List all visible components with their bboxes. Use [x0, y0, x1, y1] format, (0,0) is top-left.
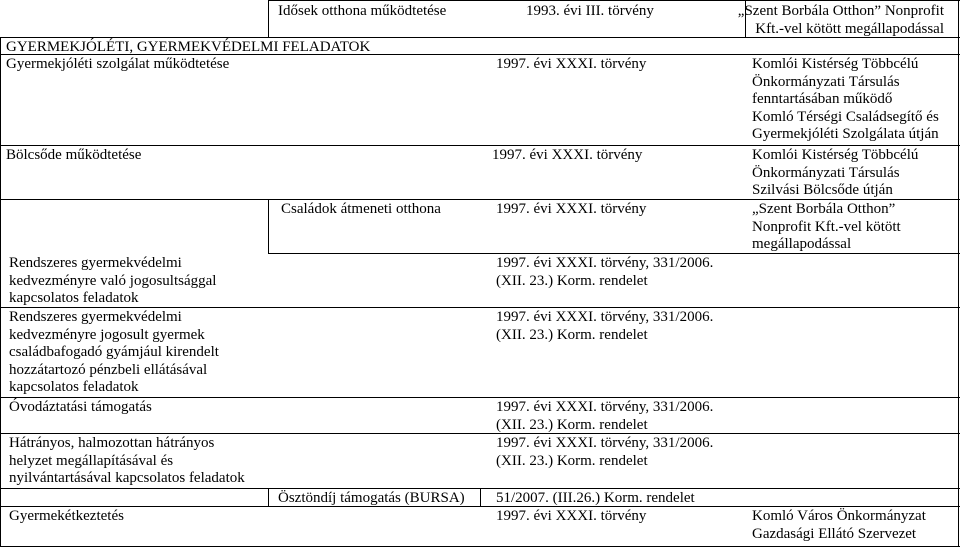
task-cell: Ösztöndíj támogatás (BURSA)	[278, 490, 465, 506]
table-border	[0, 145, 960, 146]
task-cell: Családok átmeneti otthona	[281, 201, 441, 217]
task-cell: Óvodáztatási támogatás	[9, 399, 152, 415]
law-cell: 1997. évi XXXI. törvény, 331/2006. (XII. 23.) Korm. rendelet	[496, 255, 714, 289]
table-border	[0, 433, 960, 434]
table-border	[0, 546, 960, 547]
task-cell: Gyermekétkeztetés	[9, 508, 124, 524]
provider-cell: Komló Város Önkormányzat Gazdasági Ellátó Szervezet	[752, 508, 926, 542]
section-header: GYERMEKJÓLÉTI, GYERMEKVÉDELMI FELADATOK	[6, 39, 371, 55]
law-cell: 51/2007. (III.26.) Korm. rendelet	[496, 490, 695, 506]
table-border	[480, 488, 481, 507]
law-cell: 1997. évi XXXI. törvény, 331/2006. (XII. 23.) Korm. rendelet	[496, 309, 714, 343]
law-cell: 1997. évi XXXI. törvény	[496, 508, 647, 524]
task-cell: Idősek otthona működtetése	[278, 3, 447, 19]
provider-cell: „Szent Borbála Otthon” Nonprofit Kft.-vel kötött megállapodással	[752, 201, 901, 252]
law-cell: 1997. évi XXXI. törvény, 331/2006. (XII. 23.) Korm. rendelet	[496, 435, 714, 469]
law-cell: 1997. évi XXXI. törvény, 331/2006. (XII. 23.) Korm. rendelet	[496, 399, 714, 433]
task-cell: Rendszeres gyermekvédelmi kedvezményre jogosult gyermek családbafogadó gyámjául kirendelt hozzátartozó pénzbeli ellátásával kapcsolatos feladatok	[9, 309, 219, 395]
law-cell: 1997. évi XXXI. törvény	[496, 201, 647, 217]
table-border	[0, 397, 960, 398]
table-border	[268, 0, 960, 1]
provider-cell: Komlói Kistérség Többcélú Önkormányzati Társulás Szilvási Bölcsőde útján	[752, 147, 919, 198]
law-cell: 1997. évi XXXI. törvény	[492, 147, 643, 163]
task-cell: Bölcsőde működtetése	[6, 147, 142, 163]
provider-cell: „Szent Borbála Otthon” Nonprofit Kft.-vel kötött megállapodással	[737, 3, 944, 37]
table-border	[0, 37, 1, 547]
law-cell: 1997. évi XXXI. törvény	[496, 56, 647, 72]
task-cell: Rendszeres gyermekvédelmi kedvezményre való jogosultsággal kapcsolatos feladatok	[9, 255, 217, 306]
law-cell: 1993. évi III. törvény	[526, 3, 654, 19]
table-border	[268, 0, 269, 38]
task-cell: Gyermekjóléti szolgálat működtetése	[6, 56, 230, 72]
task-cell: Hátrányos, halmozottan hátrányos helyzet megállapításával és nyilvántartásával kapcsolatos feladatok	[9, 435, 245, 486]
provider-cell: Komlói Kistérség Többcélú Önkormányzati Társulás fenntartásában működő Komló Térségi Családsegítő és Gyermekjóléti Szolgálata útján	[752, 56, 939, 142]
table-border	[268, 199, 269, 254]
table-border	[268, 488, 269, 507]
table-border	[958, 0, 959, 547]
